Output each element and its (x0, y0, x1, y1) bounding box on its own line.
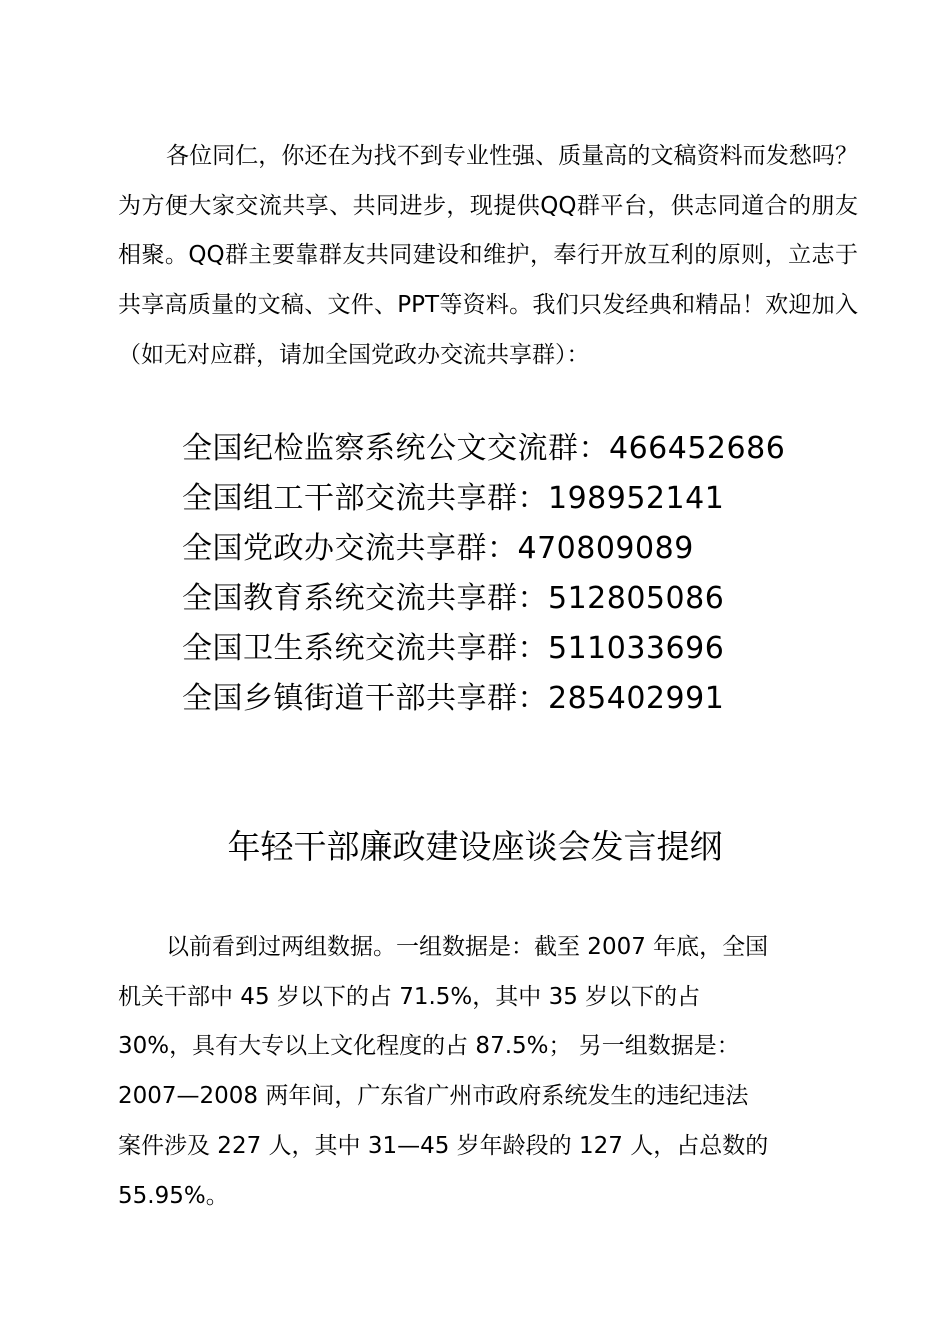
intro-paragraph: 各位同仁，你还在为找不到专业性强、质量高的文稿资料而发愁吗？为方便大家交流共享、共同进步，现提供QQ群平台，供志同道合的朋友相聚。QQ群主要靠群友共同建设和维护，奉行开放互利的原则，立志于共享高质量的文稿、文件、PPT等资料。我们只发经典和精品！欢迎加入（如无对应群，请加全国党政办交流共享群）： (118, 143, 858, 368)
qq-group-item: 全国纪检监察系统公文交流群：466452686 (182, 431, 786, 466)
qq-group-list (182, 424, 785, 724)
body-line: 机关干部中 45 岁以下的占 71.5%，其中 35 岁以下的占 (118, 983, 701, 1010)
qq-group-item: 全国卫生系统交流共享群：511033696 (182, 631, 725, 666)
qq-group-item: 全国组工干部交流共享群：198952141 (182, 481, 725, 516)
qq-group-item: 全国乡镇街道干部共享群：285402991 (182, 681, 725, 716)
body-line: 以前看到过两组数据。一组数据是：截至 2007 年底，全国 (166, 934, 769, 960)
body-line: 55.95%。 (118, 1182, 229, 1209)
body-line: 30%，具有大专以上文化程度的占 87.5%； 另一组数据是： (118, 1033, 740, 1060)
body-paragraph (118, 923, 838, 1221)
qq-group-item: 全国教育系统交流共享群：512805086 (182, 581, 725, 616)
body-line: 案件涉及 227 人，其中 31—45 岁年龄段的 127 人，占总数的 (118, 1132, 769, 1159)
body-line: 2007—2008 两年间，广东省广州市政府系统发生的违纪违法 (118, 1083, 749, 1110)
document-title: 年轻干部廉政建设座谈会发言提纲 (227, 827, 723, 866)
qq-group-item: 全国党政办交流共享群：470809089 (182, 531, 694, 566)
